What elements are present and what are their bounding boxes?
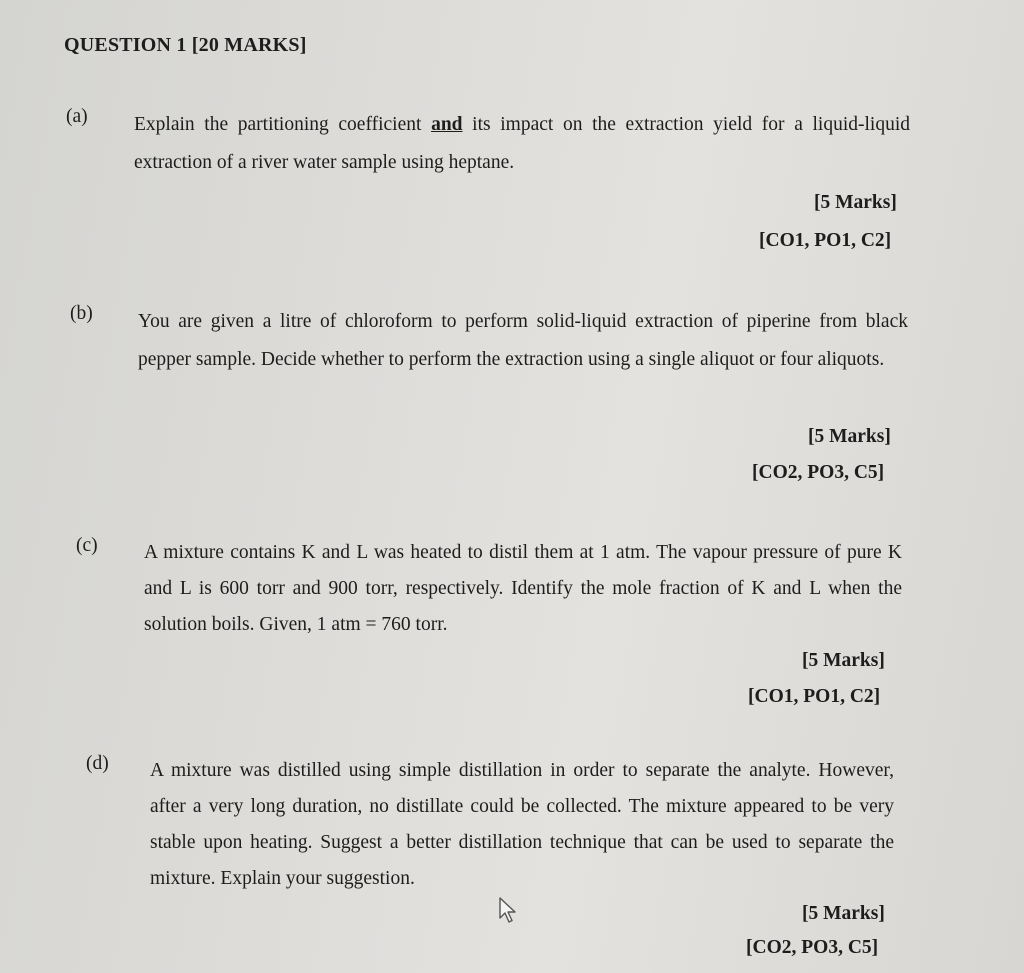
marks-label: [5 Marks] (814, 192, 897, 213)
question-part-d (86, 753, 898, 899)
part-text: A mixture was distilled using simple distillation in order to separate the analyte. However, after a very long duration, no distillate could be collected. The mixture appeared to be very stable upon heating. Suggest a better distillation technique that can be used to separate the mixture. Explain your suggestion. (150, 760, 894, 889)
outcome-codes: [CO2, PO3, C5] (746, 937, 879, 958)
marks-label: [5 Marks] (802, 650, 885, 671)
question-title: QUESTION 1 [20 MARKS] (64, 34, 307, 56)
marks-label: [5 Marks] (802, 903, 885, 924)
part-text: Explain the partitioning coefficient and its impact on the extraction yield for a liquid-liquid extraction of a river water sample using heptane. (134, 114, 910, 173)
mouse-pointer-icon (498, 896, 518, 924)
question-part-b (70, 303, 910, 415)
emphasis-word: and (431, 114, 463, 135)
outcome-codes: [CO1, PO1, C2] (759, 230, 892, 251)
marks-label: [5 Marks] (808, 426, 891, 447)
part-text: You are given a litre of chloroform to perform solid-liquid extraction of piperine from black pepper sample. Decide whether to perform the extraction using a single aliquot or four aliquots. (138, 311, 908, 370)
question-part-c (76, 535, 906, 645)
part-text: A mixture contains K and L was heated to distil them at 1 atm. The vapour pressure of pure K and L is 600 torr and 900 torr, respectively. Identify the mole fraction of K and L when the solution boils. Given, 1 atm = 760 torr. (144, 542, 902, 635)
part-label: (a) (66, 106, 88, 127)
part-label: (c) (76, 535, 98, 556)
part-label: (d) (86, 753, 109, 774)
part-label: (b) (70, 303, 93, 324)
question-part-a (66, 106, 912, 173)
outcome-codes: [CO2, PO3, C5] (752, 462, 885, 483)
outcome-codes: [CO1, PO1, C2] (748, 686, 881, 707)
